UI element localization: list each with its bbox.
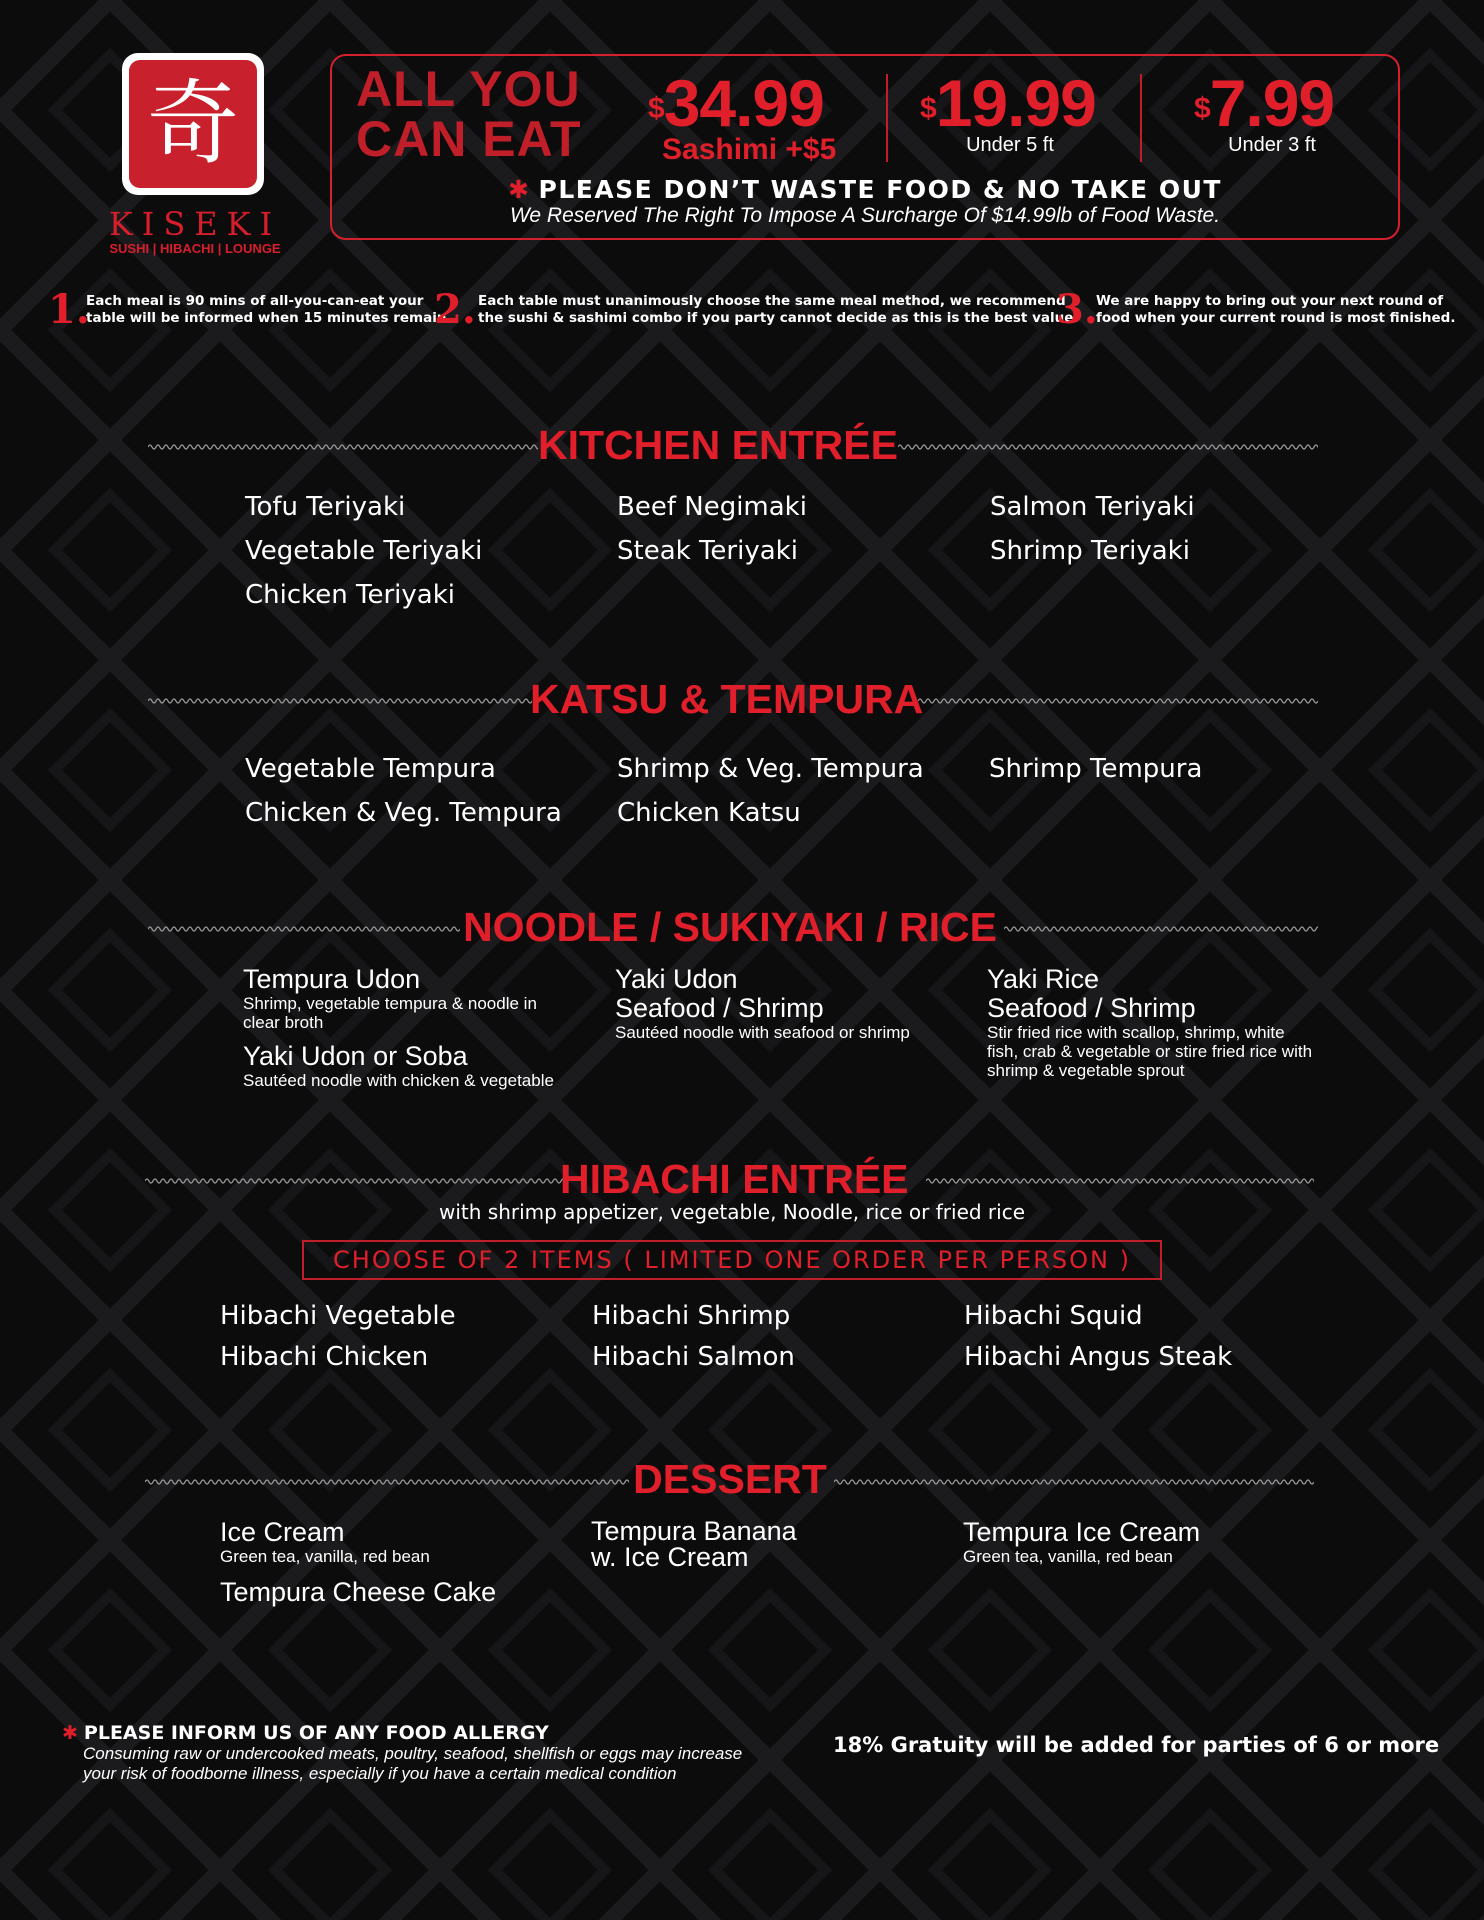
ayce-line2: CAN EAT [356, 111, 582, 167]
divider [1140, 74, 1142, 162]
allergy-notice [62, 1722, 782, 1784]
menu-item-name: Tempura Cheese Cake [220, 1577, 497, 1607]
menu-item-name: Tempura Banana [591, 1516, 797, 1546]
menu-item: Shrimp Teriyaki [990, 536, 1190, 566]
menu-item: Shrimp & Veg. Tempura [617, 754, 924, 784]
hibachi-subtitle: with shrimp appetizer, vegetable, Noodle, rice or fried rice [438, 1200, 1025, 1224]
sashimi-note: Sashimi +$5 [662, 133, 837, 166]
rule-number: 2. [434, 286, 476, 333]
price-child [920, 66, 1096, 140]
wave-divider [1004, 923, 1318, 935]
menu-item: Hibachi Salmon [592, 1342, 795, 1372]
wave-divider [148, 923, 460, 935]
price-child-value: 19.99 [935, 66, 1096, 140]
rule-number: 1. [48, 286, 90, 333]
menu-item-name: Seafood / Shrimp [615, 993, 824, 1023]
ayce-title [356, 61, 582, 167]
brand-name: KISEKI [108, 205, 282, 243]
menu-item: Vegetable Tempura [245, 754, 496, 784]
brand-tagline: SUSHI | HIBACHI | LOUNGE [109, 241, 281, 256]
price-adult [648, 66, 824, 140]
rule-text [86, 293, 446, 327]
menu-item: Steak Teriyaki [617, 536, 798, 566]
menu-item-desc: Stir fried rice with scallop, shrimp, white [987, 1023, 1285, 1042]
menu-item: Chicken & Veg. Tempura [245, 798, 562, 828]
currency-symbol: $ [648, 92, 664, 125]
section-title-katsu: KATSU & TEMPURA [530, 676, 924, 722]
menu-item: Vegetable Teriyaki [245, 536, 483, 566]
menu-item: Salmon Teriyaki [990, 492, 1195, 522]
noodle-col-2 [615, 965, 955, 1042]
dessert-col-1 [220, 1518, 580, 1607]
menu-item-name: Seafood / Shrimp [987, 993, 1196, 1023]
menu-item: Hibachi Vegetable [220, 1301, 456, 1331]
section-title-hibachi: HIBACHI ENTRÉE [560, 1156, 909, 1202]
menu-item-name: Ice Cream [220, 1517, 345, 1547]
logo-emblem [129, 60, 257, 188]
dessert-col-2 [591, 1518, 931, 1570]
wave-divider [148, 441, 538, 453]
price-adult-value: 34.99 [663, 66, 824, 140]
noodle-col-1 [243, 965, 573, 1090]
menu-item-desc: Green tea, vanilla, red bean [220, 1547, 430, 1566]
section-title-dessert: DESSERT [633, 1456, 827, 1502]
surcharge-notice: We Reserved The Right To Impose A Surcharge Of $14.99lb of Food Waste. [509, 204, 1221, 227]
dessert-col-3 [963, 1518, 1323, 1566]
wave-divider [918, 695, 1318, 707]
menu-item-desc: Sautéed noodle with seafood or shrimp [615, 1023, 910, 1042]
rule-line: the sushi & sashimi combo if you party cannot decide as this is the best value. [478, 310, 1079, 326]
menu-item-desc: Shrimp, vegetable tempura & noodle in [243, 994, 537, 1013]
asterisk-icon: ✱ [62, 1722, 78, 1744]
section-title-kitchen: KITCHEN ENTRÉE [538, 422, 898, 468]
menu-item-name: Yaki Udon or Soba [243, 1041, 468, 1071]
menu-item-name: w. Ice Cream [591, 1542, 749, 1572]
currency-symbol: $ [920, 92, 936, 125]
divider [886, 74, 888, 162]
allergy-title-text: PLEASE INFORM US OF ANY FOOD ALLERGY [83, 1722, 549, 1744]
section-title-noodle: NOODLE / SUKIYAKI / RICE [463, 904, 997, 950]
kitchen-col-1 [245, 485, 482, 617]
menu-item: Beef Negimaki [617, 492, 807, 522]
wave-divider [898, 441, 1318, 453]
waste-notice-text: PLEASE DON’T WASTE FOOD & NO TAKE OUT [538, 175, 1222, 204]
rule-line: table will be informed when 15 minutes remain [86, 310, 447, 326]
katsu-col-2 [617, 747, 924, 835]
wave-divider [148, 695, 532, 707]
gratuity-notice: 18% Gratuity will be added for parties of 6 or more [833, 1733, 1440, 1757]
ayce-line1: ALL YOU [356, 61, 581, 117]
menu-item-name: Yaki Udon [615, 964, 738, 994]
menu-item: Hibachi Shrimp [592, 1301, 791, 1331]
wave-divider [926, 1175, 1314, 1187]
menu-item: Hibachi Chicken [220, 1342, 429, 1372]
allergy-text: Consuming raw or undercooked meats, poultry, seafood, shellfish or eggs may increase [83, 1744, 743, 1763]
hibachi-col-1 [220, 1296, 456, 1378]
wave-divider [145, 1175, 563, 1187]
menu-item: Chicken Teriyaki [245, 580, 455, 610]
menu-item-name: Tempura Ice Cream [963, 1517, 1201, 1547]
rule-line: We are happy to bring out your next round of [1096, 293, 1444, 309]
menu-item-desc: Sautéed noodle with chicken & vegetable [243, 1071, 554, 1090]
price-kid-value: 7.99 [1209, 66, 1335, 140]
wave-divider [145, 1476, 629, 1488]
noodle-col-3 [987, 965, 1327, 1080]
menu-item: Chicken Katsu [617, 798, 801, 828]
rule-line: food when your current round is most finished. [1096, 310, 1456, 326]
menu-item: Tofu Teriyaki [245, 492, 406, 522]
price-child-note: Under 5 ft [966, 134, 1054, 156]
logo-glyph: 奇 [146, 70, 239, 177]
kitchen-col-3 [990, 485, 1195, 573]
rule-line: Each meal is 90 mins of all-you-can-eat your [86, 293, 424, 309]
rule-text [478, 293, 1079, 327]
hibachi-col-2 [592, 1296, 795, 1378]
rule-text [1096, 293, 1455, 327]
logo [122, 53, 264, 195]
rule-number: 3. [1056, 286, 1098, 333]
menu-item: Shrimp Tempura [989, 754, 1203, 784]
waste-notice [330, 175, 1400, 204]
currency-symbol: $ [1194, 92, 1210, 125]
rule-line: Each table must unanimously choose the same meal method, we recommend [478, 293, 1066, 309]
menu-item-desc: clear broth [243, 1013, 324, 1032]
price-kid [1194, 66, 1335, 140]
menu-item-name: Tempura Udon [243, 964, 421, 994]
menu-item-desc: shrimp & vegetable sprout [987, 1061, 1185, 1080]
menu-item-name: Yaki Rice [987, 964, 1100, 994]
hibachi-col-3 [964, 1296, 1232, 1378]
price-kid-note: Under 3 ft [1228, 134, 1316, 156]
menu-item-desc: Green tea, vanilla, red bean [963, 1547, 1173, 1566]
kitchen-col-2 [617, 485, 807, 573]
allergy-text: your risk of foodborne illness, especially if you have a certain medical condition [83, 1764, 677, 1783]
wave-divider [834, 1476, 1314, 1488]
menu-item-desc: fish, crab & vegetable or stire fried rice with [987, 1042, 1313, 1061]
katsu-col-3 [989, 747, 1202, 791]
allergy-title [62, 1722, 782, 1744]
katsu-col-1 [245, 747, 562, 835]
choose-banner: CHOOSE OF 2 ITEMS ( LIMITED ONE ORDER PER PERSON ) [302, 1240, 1162, 1280]
asterisk-icon: ✱ [508, 175, 531, 204]
menu-item: Hibachi Squid [964, 1301, 1143, 1331]
menu-item: Hibachi Angus Steak [964, 1342, 1233, 1372]
